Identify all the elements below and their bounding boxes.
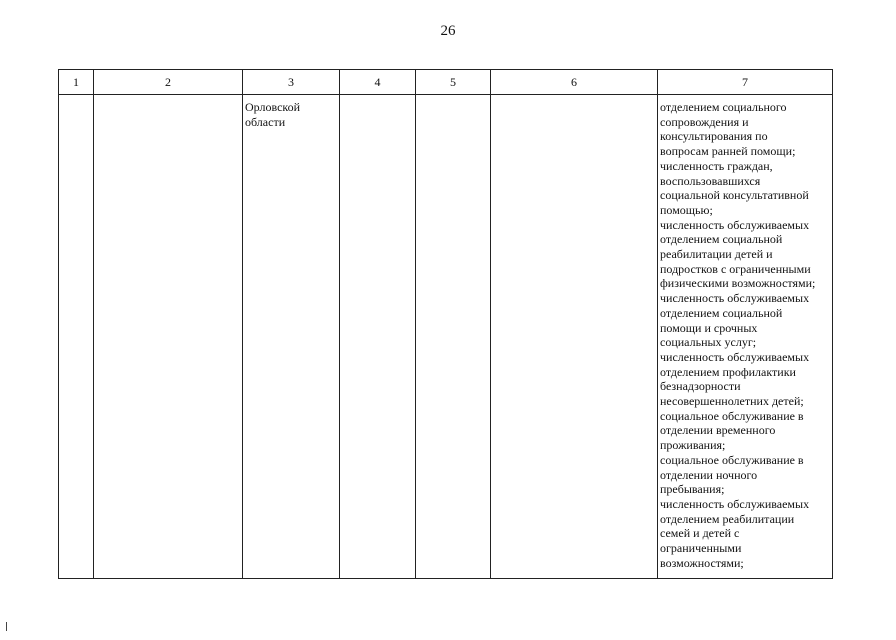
page-number: 26 bbox=[440, 23, 456, 39]
cell-col-4 bbox=[340, 95, 416, 579]
cell-col-6 bbox=[491, 95, 658, 579]
column-header-1: 1 bbox=[59, 70, 94, 95]
cell-col-7-text: отделением социального сопровождения и консультирования по вопросам ранней помощи; численность граждан, воспользовавшихся социальной консультативной помощью; численность обслуживаемых отделением социальной реабилитации детей и подростков с ограниченными физическими возможностями; численность обслуживаемых отделением социальной помощи и срочных социальных услуг; численность обслуживаемых отделением профилактики безнадзорности несовершеннолетних детей; социальное обслуживание в отделении временного проживания; социальное обслуживание в отделении ночного пребывания; численность обслуживаемых отделением реабилитации семей и детей с ограниченными возможностями; bbox=[660, 100, 816, 570]
margin-mark bbox=[6, 622, 7, 631]
cell-col-1-text bbox=[59, 95, 93, 100]
cell-col-6-text bbox=[491, 95, 657, 100]
cell-col-3-text: Орловской области bbox=[245, 100, 301, 129]
column-header-3: 3 bbox=[243, 70, 340, 95]
column-header-6: 6 bbox=[491, 70, 658, 95]
header-row bbox=[59, 70, 833, 95]
column-header-7: 7 bbox=[658, 70, 833, 95]
cell-col-4-text bbox=[340, 95, 415, 100]
cell-col-2-text bbox=[94, 95, 242, 100]
table-row bbox=[59, 95, 833, 579]
cell-col-3 bbox=[243, 95, 340, 579]
column-header-4: 4 bbox=[340, 70, 416, 95]
cell-col-7 bbox=[658, 95, 833, 579]
cell-col-1 bbox=[59, 95, 94, 579]
cell-col-5-text bbox=[416, 95, 490, 100]
column-header-5: 5 bbox=[416, 70, 491, 95]
cell-col-5 bbox=[416, 95, 491, 579]
cell-col-2 bbox=[94, 95, 243, 579]
document-table bbox=[58, 69, 833, 579]
column-header-2: 2 bbox=[94, 70, 243, 95]
